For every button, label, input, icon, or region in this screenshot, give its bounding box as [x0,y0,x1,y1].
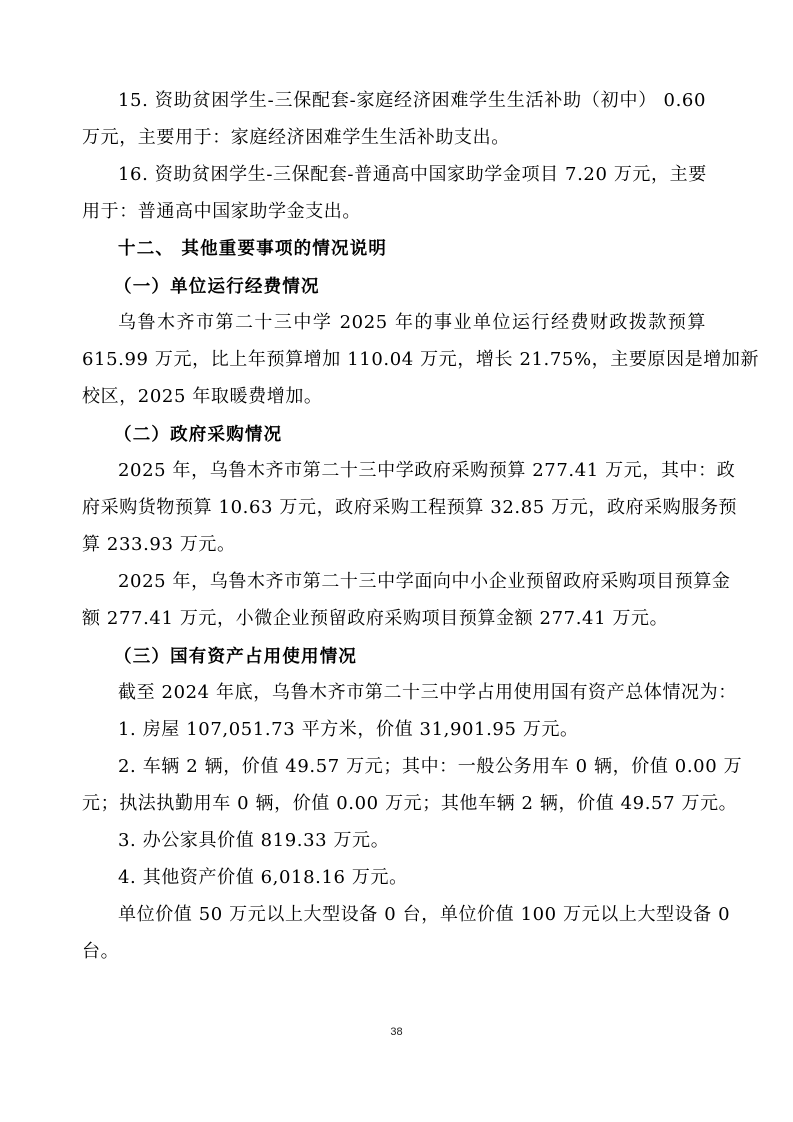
large-equipment-line-2: 台。 [82,941,120,962]
operating-cost-line-1: 乌鲁木齐市第二十三中学 2025 年的事业单位运行经费财政拨款预算 [118,312,706,333]
page-number: 38 [390,1026,403,1038]
assets-item-3-line: 3. 办公家具价值 819.33 万元。 [118,830,390,851]
procurement-line-1: 2025 年，乌鲁木齐市第二十三中学政府采购预算 277.41 万元，其中：政 [118,460,736,481]
subsection-heading-1: （一）单位运行经费情况 [114,277,320,297]
procurement-line-3: 算 233.93 万元。 [82,534,236,555]
assets-intro-line: 截至 2024 年底，乌鲁木齐市第二十三中学占用使用国有资产总体情况为： [118,682,737,703]
subsection-heading-3: （三）国有资产占用使用情况 [114,647,358,667]
sme-procurement-line-2: 额 277.41 万元，小微企业预留政府采购项目预算金额 277.41 万元。 [82,608,669,629]
item-16-line-2: 用于：普通高中国家助学金支出。 [82,201,361,222]
procurement-line-2: 府采购货物预算 10.63 万元，政府采购工程预算 32.85 万元，政府采购服务预 [82,497,738,518]
section-heading-12: 十二、 其他重要事项的情况说明 [118,239,388,259]
item-15-line-1: 15. 资助贫困学生-三保配套-家庭经济困难学生生活补助（初中） 0.60 [118,90,706,111]
item-15-line-2: 万元，主要用于：家庭经济困难学生生活补助支出。 [82,127,510,148]
assets-item-4-line: 4. 其他资产价值 6,018.16 万元。 [118,867,408,888]
assets-item-2-line-2: 元；执法执勤用车 0 辆，价值 0.00 万元；其他车辆 2 辆，价值 49.57 万元。 [82,793,738,814]
assets-item-1-line: 1. 房屋 107,051.73 平方米，价值 31,901.95 万元。 [118,719,579,740]
large-equipment-line-1: 单位价值 50 万元以上大型设备 0 台，单位价值 100 万元以上大型设备 0 [118,904,731,925]
item-16-line-1: 16. 资助贫困学生-三保配套-普通高中国家助学金项目 7.20 万元，主要 [118,164,707,185]
operating-cost-line-2: 615.99 万元，比上年预算增加 110.04 万元，增长 21.75%，主要原因是增加新 [82,349,760,370]
subsection-heading-2: （二）政府采购情况 [114,425,283,445]
sme-procurement-line-1: 2025 年，乌鲁木齐市第二十三中学面向中小企业预留政府采购项目预算金 [118,571,731,592]
assets-item-2-line-1: 2. 车辆 2 辆，价值 49.57 万元；其中：一般公务用车 0 辆，价值 0.00 万 [118,756,743,777]
operating-cost-line-3: 校区，2025 年取暖费增加。 [82,386,323,407]
